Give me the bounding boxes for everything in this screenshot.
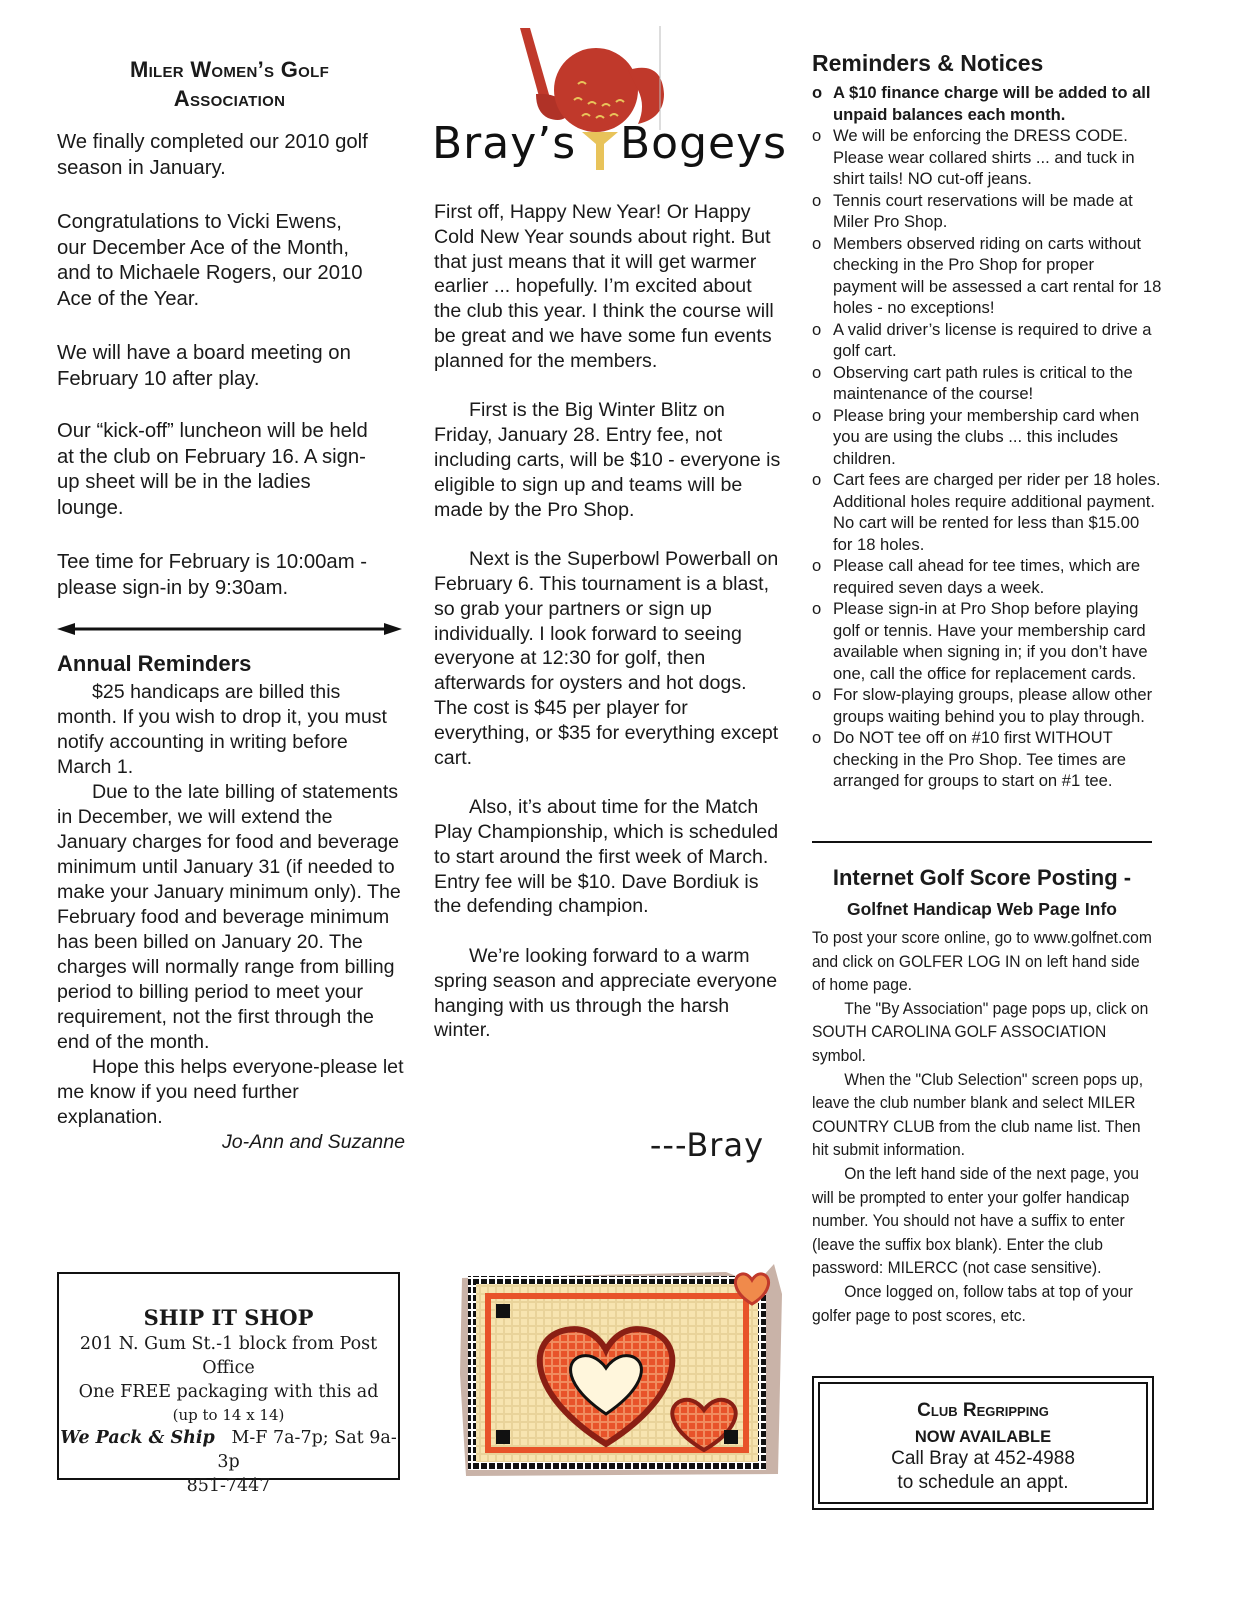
letter-paragraph: First is the Big Winter Blitz on Friday, January 28. Entry fee, not including carts, will be $10 - everyone is eligible to sign up and teams will be made by the Pro Shop. <box>434 399 781 521</box>
text-line: We finally completed our 2010 golf <box>57 131 368 153</box>
brand-word-left: Bray’s <box>432 118 577 169</box>
list-item <box>812 82 1162 125</box>
association-title-line-1: Miler Women’s Golf <box>129 57 330 82</box>
list-item <box>812 233 1162 319</box>
reminder-text: Cart fees are charged per rider per 18 holes. Additional holes require additional payment. No cart will be rented for less than $15.00 for 18 holes. <box>833 470 1161 554</box>
bullet-icon: o <box>812 362 822 382</box>
ship-size: (up to 14 x 14) <box>172 1406 285 1424</box>
text-line: We will have a board meeting on <box>57 342 351 364</box>
reminder-text: We will be enforcing the DRESS CODE. Please wear collared shirts ... and tuck in shirt tails! NO cut-off jeans. <box>833 126 1135 188</box>
ship-title: SHIP IT SHOP <box>143 1305 314 1330</box>
instruction-paragraph: To post your score online, go to www.golfnet.com and click on GOLFER LOG IN on left hand side of home page. <box>812 928 1152 995</box>
ship-slogan: We Pack & Ship <box>60 1428 215 1448</box>
internet-posting-body <box>812 926 1157 1327</box>
instruction-paragraph: The "By Association" page pops up, click on SOUTH CAROLINA GOLF ASSOCIATION symbol. <box>812 998 1149 1065</box>
reminder-text: For slow-playing groups, please allow other groups waiting behind you to play through. <box>833 685 1153 726</box>
reminder-text: Members observed riding on carts without checking in the Pro Shop for proper payment will be assessed a cart rental for 18 holes - no exceptions! <box>833 233 1162 317</box>
list-item <box>812 125 1162 190</box>
letter-paragraph: First off, Happy New Year! Or Happy Cold New Year sounds about right. But that just means that it will get warmer earlier ... hopefully. I’m excited about the club this year. I think the course will be great and we have some fun events planned for the members. <box>434 201 774 372</box>
ship-phone: 851-7447 <box>186 1476 271 1496</box>
intro-paragraph-season <box>57 130 402 181</box>
list-item <box>812 727 1162 792</box>
section-divider <box>812 841 1152 843</box>
regrip-appointment-line: to schedule an appt. <box>897 1472 1069 1493</box>
ship-slogan-hours <box>59 1426 398 1474</box>
text-line: February 10 after play. <box>57 367 260 390</box>
internet-posting-heading: Internet Golf Score Posting - <box>832 865 1132 890</box>
text-line: lounge. <box>57 496 124 519</box>
reminders-list <box>812 82 1162 792</box>
internet-posting-subheading: Golfnet Handicap Web Page Info <box>847 899 1117 919</box>
bullet-icon: o <box>812 728 822 747</box>
bullet-icon: o <box>812 319 822 339</box>
double-arrow-divider <box>57 619 402 639</box>
reminder-text: Tennis court reservations will be made at Miler Pro Shop. <box>833 190 1133 231</box>
brand-word-right: Bogeys <box>620 118 788 169</box>
bullet-icon: o <box>812 83 823 102</box>
ship-address: 201 N. Gum St.-1 block from Post Office <box>79 1334 378 1378</box>
text-line: Congratulations to Vicki Ewens, <box>57 211 342 233</box>
list-item <box>812 555 1162 598</box>
text-line: at the club on February 16. A sign- <box>57 445 366 468</box>
annual-paragraph: Due to the late billing of statements in December, we will extend the January charges for food and beverage minimum until January 31 (if needed to make your January minimum only). The February food and beverage minimum has been billed on January 20. The charges will normally range from billing period to billing period to meet your requirement, not the first through the end of the month. <box>57 781 401 1053</box>
bullet-icon: o <box>812 685 822 704</box>
bullet-icon: o <box>812 556 822 575</box>
ship-offer: One FREE packaging with this ad <box>78 1382 379 1402</box>
intro-paragraph-luncheon <box>57 419 402 521</box>
annual-paragraph: $25 handicaps are billed this month. If you wish to drop it, you must notify accounting in writing before March 1. <box>57 681 387 778</box>
annual-paragraph: Hope this helps everyone-please let me know if you need further explanation. <box>57 1056 404 1128</box>
bullet-icon: o <box>812 405 822 425</box>
reminder-text: Please sign-in at Pro Shop before playing golf or tennis. Have your membership card available when signing in; if you don’t have one, call the office for replacement cards. <box>833 599 1148 683</box>
list-item <box>812 362 1162 405</box>
text-line: Ace of the Year. <box>57 287 200 310</box>
bray-signature: ---Bray <box>649 1126 764 1164</box>
annual-reminders-heading: Annual Reminders <box>57 651 252 676</box>
text-line: up sheet will be in the ladies <box>57 471 311 493</box>
reminder-text: Please bring your membership card when you are using the clubs ... this includes children. <box>833 405 1140 468</box>
association-title <box>57 55 402 113</box>
reminder-text: A valid driver’s license is required to drive a golf cart. <box>833 319 1152 360</box>
text-line: and to Michaele Rogers, our 2010 <box>57 262 363 284</box>
text-line: Tee time for February is 10:00am - <box>57 551 367 573</box>
text-line: our December Ace of the Month, <box>57 236 349 259</box>
annual-reminders-body <box>57 680 405 1155</box>
regrip-subtitle: NOW AVAILABLE <box>914 1428 1052 1446</box>
regrip-title: Club Regripping <box>917 1400 1049 1421</box>
list-item <box>812 319 1162 362</box>
club-regripping-ad <box>812 1376 1154 1510</box>
letter-paragraph: We’re looking forward to a warm spring season and appreciate everyone hanging with us through the harsh winter. <box>434 944 778 1042</box>
list-item <box>812 598 1162 684</box>
annual-signature: Jo-Ann and Suzanne <box>221 1131 405 1153</box>
bullet-icon: o <box>812 126 822 145</box>
reminder-text: Please call ahead for tee times, which are required seven days a week. <box>833 556 1141 597</box>
intro-paragraph-tee-time <box>57 550 402 601</box>
heart-mosaic-icon <box>456 1254 786 1480</box>
intro-paragraph-board <box>57 341 402 392</box>
reminder-text: Do NOT tee off on #10 first WITHOUT checking in the Pro Shop. Tee times are arranged for groups to start on #1 tee. <box>833 728 1127 790</box>
instruction-paragraph: When the "Club Selection" screen pops up, leave the club number blank and select MILER COUNTRY CLUB from the club name list. Then hit submit information. <box>812 1069 1144 1160</box>
letter-paragraph: Also, it’s about time for the Match Play Championship, which is scheduled to start around the first week of March. Entry fee will be $10. Dave Bordiuk is the defending champion. <box>434 796 779 918</box>
list-item <box>812 684 1162 727</box>
text-line: Our “kick-off” luncheon will be held <box>57 420 368 442</box>
regrip-phone-line: Call Bray at 452-4988 <box>891 1448 1075 1469</box>
ship-it-shop-ad <box>57 1272 400 1496</box>
text-line: season in January. <box>57 156 226 179</box>
bullet-icon: o <box>812 599 822 618</box>
association-title-line-2: Association <box>173 86 286 111</box>
bullet-icon: o <box>812 233 822 253</box>
list-item <box>812 190 1162 233</box>
list-item <box>812 405 1162 470</box>
reminder-text: Observing cart path rules is critical to the maintenance of the course! <box>833 362 1133 403</box>
ship-hours: M-F 7a-7p; Sat 9a-3p <box>217 1428 397 1472</box>
reminders-heading: Reminders & Notices <box>812 50 1044 76</box>
intro-paragraph-congrats <box>57 210 402 312</box>
letter-paragraph: Next is the Superbowl Powerball on February 6. This tournament is a blast, so grab your partners or sign up individually. I look forward to seeing everyone at 12:30 for golf, then afterwards for oysters and hot dogs. The cost is $45 per player for everything, or $35 for everything except cart. <box>434 548 779 769</box>
list-item <box>812 469 1162 555</box>
reminder-text: A $10 finance charge will be added to all unpaid balances each month. <box>833 83 1151 124</box>
bray-letter <box>434 200 782 1068</box>
instruction-paragraph: Once logged on, follow tabs at top of your golfer page to post scores, etc. <box>812 1281 1133 1325</box>
instruction-paragraph: On the left hand side of the next page, you will be prompted to enter your golfer handicap number. You should not have a suffix to enter (leave the suffix box blank). Enter the club password: MILERCC (not case sensitive). <box>812 1163 1139 1278</box>
club-regripping-inner-frame <box>818 1382 1148 1504</box>
text-line: please sign-in by 9:30am. <box>57 576 289 599</box>
bullet-icon: o <box>812 190 822 210</box>
bullet-icon: o <box>812 470 822 489</box>
